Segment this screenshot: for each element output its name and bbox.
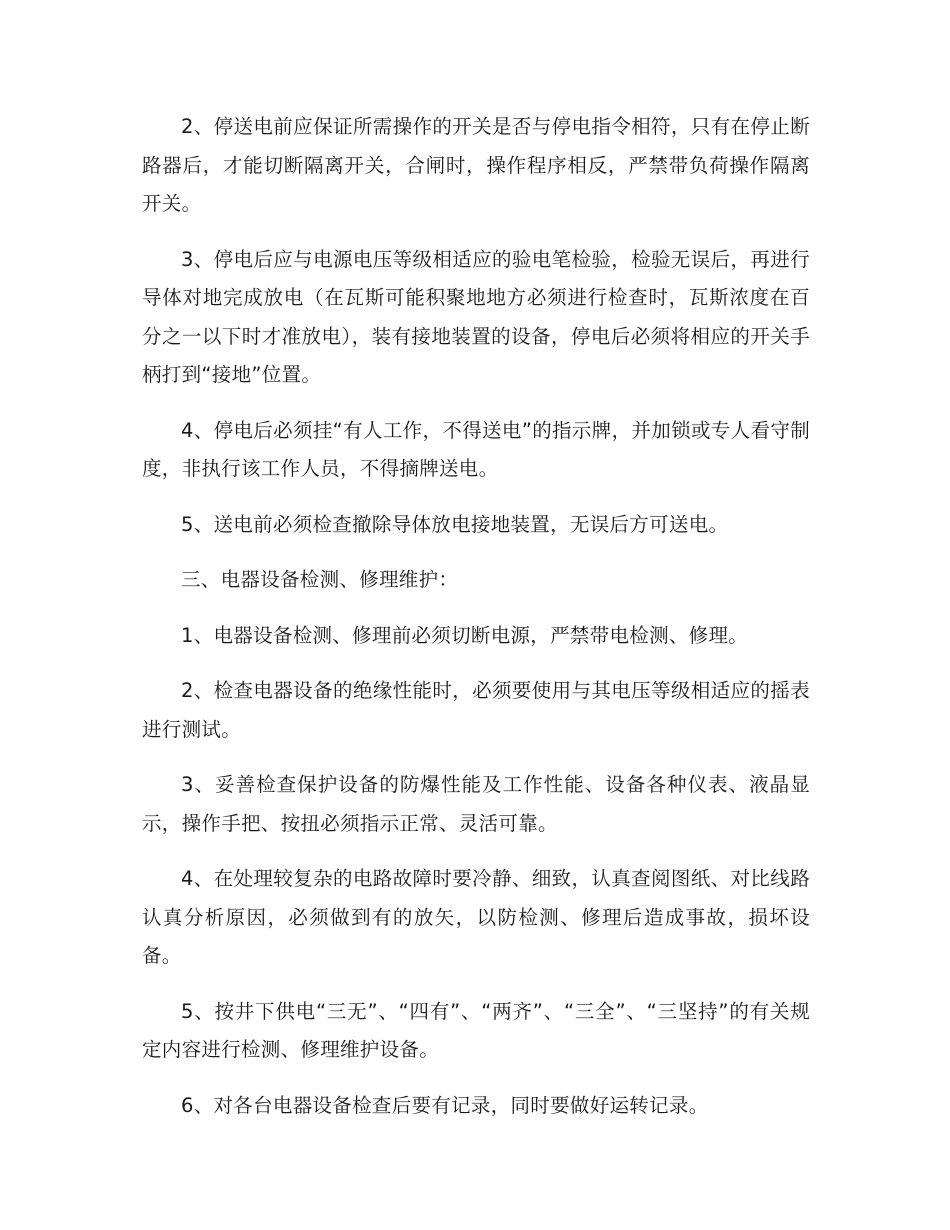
section-heading-three: 三、电器设备检测、修理维护： [181, 568, 459, 591]
document-body [142, 108, 810, 1125]
paragraph-item-2-insulation-test: 2、检查电器设备的绝缘性能时，必须要使用与其电压等级相适应的摇表进行测试。 [142, 679, 810, 741]
paragraph-item-3-explosion-proof: 3、妥善检查保护设备的防爆性能及工作性能、设备各种仪表、液晶显示，操作手把、按扭必须指示正常、灵活可靠。 [142, 773, 810, 835]
paragraph-item-5-supply-rules: 5、按井下供电“三无”、“四有”、“两齐”、“三全”、“三坚持”的有关规定内容进行检测、修理维护设备。 [142, 999, 810, 1061]
paragraph-item-5-remove-grounding: 5、送电前必须检查撤除导体放电接地装置，无误后方可送电。 [181, 512, 729, 536]
paragraph-item-3-voltage-test: 3、停电后应与电源电压等级相适应的验电笔检验，检验无误后，再进行导体对地完成放电（在瓦斯可能积聚地地方必须进行检查时，瓦斯浓度在百分之一以下时才准放电），装有接地装置的设备，停电后必须将相应的开关手柄打到“接地”位置。 [142, 247, 810, 386]
paragraph-item-1-cut-power: 1、电器设备检测、修理前必须切断电源，严禁带电检测、修理。 [181, 623, 749, 647]
paragraph-item-4-warning-sign: 4、停电后必须挂“有人工作，不得送电”的指示牌，并加锁或专人看守制度，非执行该工作人员，不得摘牌送电。 [142, 418, 810, 480]
paragraph-item-2-switch-operation: 2、停送电前应保证所需操作的开关是否与停电指令相符，只有在停止断路器后，才能切断隔离开关，合闸时，操作程序相反，严禁带负荷操作隔离开关。 [142, 115, 810, 215]
paragraph-item-6-records: 6、对各台电器设备检查后要有记录，同时要做好运转记录。 [181, 1093, 709, 1117]
paragraph-item-4-fault-analysis: 4、在处理较复杂的电路故障时要冷静、细致，认真查阅图纸、对比线路认真分析原因，必须做到有的放矢，以防检测、修理后造成事故，损坏设备。 [142, 867, 810, 967]
